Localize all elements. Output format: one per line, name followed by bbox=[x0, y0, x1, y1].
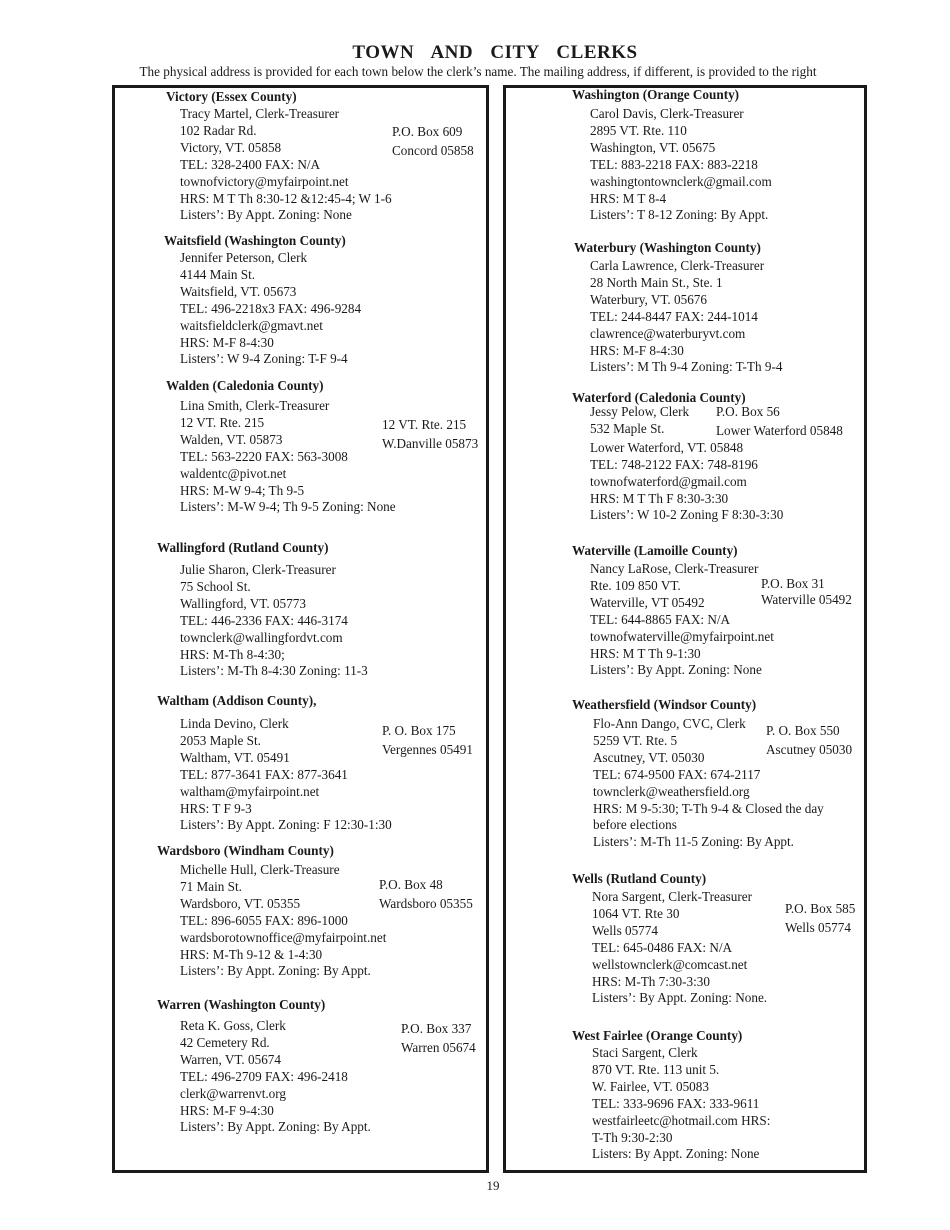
entry-line: Lower Waterford, VT. 05848 bbox=[590, 439, 744, 455]
entry-line: Listers’: W 10-2 Zoning F 8:30-3:30 bbox=[590, 507, 784, 523]
entry-line: TEL: 563-2220 FAX: 563-3008 bbox=[180, 448, 348, 464]
town-heading: Warren (Washington County) bbox=[157, 997, 326, 1012]
entry-line: Walden, VT. 05873 bbox=[180, 431, 283, 447]
town-heading: Weathersfield (Windsor County) bbox=[572, 697, 757, 712]
entry-line: Listers’: M-W 9-4; Th 9-5 Zoning: None bbox=[180, 499, 396, 515]
mailing-address-line: W.Danville 05873 bbox=[382, 436, 479, 451]
entry-line: Listers’: W 9-4 Zoning: T-F 9-4 bbox=[180, 351, 348, 367]
entry-line: Wells 05774 bbox=[592, 922, 658, 938]
mailing-address-line: Wardsboro 05355 bbox=[379, 896, 473, 911]
entry-line: TEL: 748-2122 FAX: 748-8196 bbox=[590, 456, 758, 472]
entry-line: Lina Smith, Clerk-Treasurer bbox=[180, 398, 330, 413]
entry-line: 12 VT. Rte. 215 bbox=[180, 414, 265, 430]
entry-line[interactable]: waitsfieldclerk@gmavt.net bbox=[180, 317, 323, 333]
entry-line: Washington, VT. 05675 bbox=[590, 139, 716, 155]
mailing-address-line: 12 VT. Rte. 215 bbox=[382, 417, 467, 432]
entry-line: 5259 VT. Rte. 5 bbox=[593, 732, 678, 748]
town-heading: West Fairlee (Orange County) bbox=[572, 1028, 743, 1043]
town-heading: Waterford (Caledonia County) bbox=[572, 390, 746, 405]
entry-line: TEL: 896-6055 FAX: 896-1000 bbox=[180, 912, 348, 928]
entry-line: HRS: M-F 8-4:30 bbox=[590, 342, 684, 358]
mailing-address-line: P. O. Box 175 bbox=[382, 723, 456, 738]
entry-line[interactable]: waldentc@pivot.net bbox=[180, 465, 287, 481]
entry-line: Listers’: By Appt. Zoning: By Appt. bbox=[180, 963, 371, 979]
mailing-address-line: P. O. Box 550 bbox=[766, 723, 840, 738]
entry-line: Nancy LaRose, Clerk-Treasurer bbox=[590, 561, 759, 576]
entry-line: Jessy Pelow, Clerk bbox=[590, 404, 690, 419]
entry-line[interactable]: townofwaterford@gmail.com bbox=[590, 473, 747, 489]
mailing-address-line: Vergennes 05491 bbox=[382, 742, 473, 757]
entry-line: Wardsboro, VT. 05355 bbox=[180, 895, 301, 911]
entry-line: HRS: M T Th 9-1:30 bbox=[590, 645, 701, 661]
page-title: TOWN AND CITY CLERKS bbox=[352, 42, 638, 63]
mailing-address-line: Warren 05674 bbox=[401, 1040, 476, 1055]
entry-line: 71 Main St. bbox=[180, 878, 242, 894]
town-heading: Waltham (Addison County), bbox=[157, 693, 317, 708]
town-heading: Wells (Rutland County) bbox=[572, 871, 707, 886]
entry-line: TEL: 645-0486 FAX: N/A bbox=[592, 939, 733, 955]
entry-line[interactable]: wardsborotownoffice@myfairpoint.net bbox=[180, 929, 387, 945]
entry-line: before elections bbox=[593, 817, 677, 833]
entry-line: HRS: M-Th 7:30-3:30 bbox=[592, 973, 710, 989]
mailing-address-line: Wells 05774 bbox=[785, 920, 851, 935]
entry-line: Carla Lawrence, Clerk-Treasurer bbox=[590, 258, 765, 273]
mailing-address-line: P.O. Box 585 bbox=[785, 901, 856, 916]
entry-line[interactable]: westfairleetc@hotmail.com HRS: bbox=[592, 1112, 771, 1128]
entry-line: Michelle Hull, Clerk-Treasure bbox=[180, 862, 340, 877]
page-number: 19 bbox=[486, 1178, 500, 1193]
entry-line: TEL: 496-2709 FAX: 496-2418 bbox=[180, 1068, 348, 1084]
entry-line: T-Th 9:30-2:30 bbox=[592, 1129, 673, 1145]
entry-line: Linda Devino, Clerk bbox=[180, 716, 289, 731]
entry-line: 75 School St. bbox=[180, 578, 251, 594]
entry-line: 2053 Maple St. bbox=[180, 732, 261, 748]
entry-line: Listers’: By Appt. Zoning: None bbox=[590, 662, 762, 678]
entry-line: Waterville, VT 05492 bbox=[590, 594, 705, 610]
entry-line[interactable]: townofwaterville@myfairpoint.net bbox=[590, 628, 774, 644]
entry-line: 28 North Main St., Ste. 1 bbox=[590, 274, 723, 290]
entry-line[interactable]: clerk@warrenvt.org bbox=[180, 1085, 287, 1101]
mailing-address-line: P.O. Box 609 bbox=[392, 124, 463, 139]
entry-line: TEL: 496-2218x3 FAX: 496-9284 bbox=[180, 300, 362, 316]
entry-line[interactable]: washingtontownclerk@gmail.com bbox=[590, 173, 772, 189]
entry-line: Listers’: By Appt. Zoning: By Appt. bbox=[180, 1119, 371, 1135]
entry-line: Rte. 109 850 VT. bbox=[590, 577, 681, 593]
entry-line: HRS: M T 8-4 bbox=[590, 190, 667, 206]
page-subtitle: The physical address is provided for each town below the clerk’s name. The mailing address, if different, is provided to the right bbox=[139, 64, 817, 79]
entry-line: 42 Cemetery Rd. bbox=[180, 1034, 270, 1050]
entry-line: Listers’: M-Th 11-5 Zoning: By Appt. bbox=[593, 834, 794, 850]
town-heading: Wardsboro (Windham County) bbox=[157, 843, 334, 858]
mailing-address-line: Lower Waterford 05848 bbox=[716, 423, 843, 438]
mailing-address-line: P.O. Box 48 bbox=[379, 877, 443, 892]
entry-line: Listers’: M Th 9-4 Zoning: T-Th 9-4 bbox=[590, 359, 783, 375]
entry-line: 532 Maple St. bbox=[590, 420, 665, 436]
entry-line: Nora Sargent, Clerk-Treasurer bbox=[592, 889, 753, 904]
entry-line: Tracy Martel, Clerk-Treasurer bbox=[180, 106, 340, 121]
entry-line[interactable]: townofvictory@myfairpoint.net bbox=[180, 173, 349, 189]
entry-line: Ascutney, VT. 05030 bbox=[593, 749, 705, 765]
entry-line: TEL: 674-9500 FAX: 674-2117 bbox=[593, 766, 761, 782]
entry-line: Listers’: By Appt. Zoning: None. bbox=[592, 990, 768, 1006]
mailing-address-line: P.O. Box 31 bbox=[761, 576, 825, 591]
town-heading: Waterbury (Washington County) bbox=[574, 240, 761, 255]
entry-line[interactable]: waltham@myfairpoint.net bbox=[180, 783, 320, 799]
entry-line: Listers’: T 8-12 Zoning: By Appt. bbox=[590, 207, 769, 223]
entry-line: HRS: M-Th 8-4:30; bbox=[180, 646, 285, 662]
entry-line: HRS: M-F 8-4:30 bbox=[180, 334, 274, 350]
entry-line[interactable]: townclerk@wallingfordvt.com bbox=[180, 629, 343, 645]
town-heading: Walden (Caledonia County) bbox=[166, 378, 324, 393]
entry-line: 1064 VT. Rte 30 bbox=[592, 905, 680, 921]
entry-line: TEL: 328-2400 FAX: N/A bbox=[180, 156, 321, 172]
entry-line: TEL: 446-2336 FAX: 446-3174 bbox=[180, 612, 348, 628]
entry-line: Wallingford, VT. 05773 bbox=[180, 595, 306, 611]
town-heading: Waterville (Lamoille County) bbox=[572, 543, 738, 558]
entry-line: 4144 Main St. bbox=[180, 266, 256, 282]
entry-line: Waitsfield, VT. 05673 bbox=[180, 283, 297, 299]
entry-line: TEL: 883-2218 FAX: 883-2218 bbox=[590, 156, 758, 172]
mailing-address-line: Waterville 05492 bbox=[761, 592, 852, 607]
entry-line: Listers’: By Appt. Zoning: F 12:30-1:30 bbox=[180, 817, 392, 833]
entry-line: Staci Sargent, Clerk bbox=[592, 1045, 698, 1060]
entry-line: HRS: T F 9-3 bbox=[180, 800, 252, 816]
town-heading: Wallingford (Rutland County) bbox=[157, 540, 329, 555]
entry-line: TEL: 244-8447 FAX: 244-1014 bbox=[590, 308, 758, 324]
entry-line: HRS: M-Th 9-12 & 1-4:30 bbox=[180, 946, 323, 962]
entry-line: HRS: M T Th 8:30-12 &12:45-4; W 1-6 bbox=[180, 190, 392, 206]
entry-line: Reta K. Goss, Clerk bbox=[180, 1018, 286, 1033]
entry-line: Jennifer Peterson, Clerk bbox=[180, 250, 308, 265]
entry-line: Waltham, VT. 05491 bbox=[180, 749, 290, 765]
entry-line: HRS: M-F 9-4:30 bbox=[180, 1102, 274, 1118]
entry-line: Listers’: By Appt. Zoning: None bbox=[180, 207, 352, 223]
town-heading: Washington (Orange County) bbox=[572, 87, 740, 102]
entry-line: Julie Sharon, Clerk-Treasurer bbox=[180, 562, 336, 577]
entry-line: Listers’: M-Th 8-4:30 Zoning: 11-3 bbox=[180, 663, 368, 679]
entry-line: Victory, VT. 05858 bbox=[180, 139, 282, 155]
town-heading: Victory (Essex County) bbox=[166, 89, 297, 104]
entry-line: HRS: M 9-5:30; T-Th 9-4 & Closed the day bbox=[593, 800, 824, 816]
entry-line: TEL: 877-3641 FAX: 877-3641 bbox=[180, 766, 348, 782]
entry-line: Flo-Ann Dango, CVC, Clerk bbox=[593, 716, 746, 731]
entry-line: W. Fairlee, VT. 05083 bbox=[592, 1078, 709, 1094]
entry-line: TEL: 333-9696 FAX: 333-9611 bbox=[592, 1095, 760, 1111]
entry-line: HRS: M-W 9-4; Th 9-5 bbox=[180, 482, 305, 498]
entry-line: 102 Radar Rd. bbox=[180, 122, 257, 138]
entry-line[interactable]: clawrence@waterburyvt.com bbox=[590, 325, 746, 341]
entry-line: Listers: By Appt. Zoning: None bbox=[592, 1146, 760, 1162]
mailing-address-line: P.O. Box 56 bbox=[716, 404, 780, 419]
mailing-address-line: P.O. Box 337 bbox=[401, 1021, 472, 1036]
entry-line[interactable]: wellstownclerk@comcast.net bbox=[592, 956, 748, 972]
entry-line: TEL: 644-8865 FAX: N/A bbox=[590, 611, 731, 627]
entry-line: Carol Davis, Clerk-Treasurer bbox=[590, 106, 744, 121]
entry-line: Waterbury, VT. 05676 bbox=[590, 291, 707, 307]
entry-line[interactable]: townclerk@weathersfield.org bbox=[593, 783, 750, 799]
mailing-address-line: Ascutney 05030 bbox=[766, 742, 853, 757]
entry-line: Warren, VT. 05674 bbox=[180, 1051, 281, 1067]
entry-line: 2895 VT. Rte. 110 bbox=[590, 122, 687, 138]
mailing-address-line: Concord 05858 bbox=[392, 143, 474, 158]
entry-line: 870 VT. Rte. 113 unit 5. bbox=[592, 1061, 720, 1077]
town-heading: Waitsfield (Washington County) bbox=[164, 233, 346, 248]
entry-line: HRS: M T Th F 8:30-3:30 bbox=[590, 490, 729, 506]
